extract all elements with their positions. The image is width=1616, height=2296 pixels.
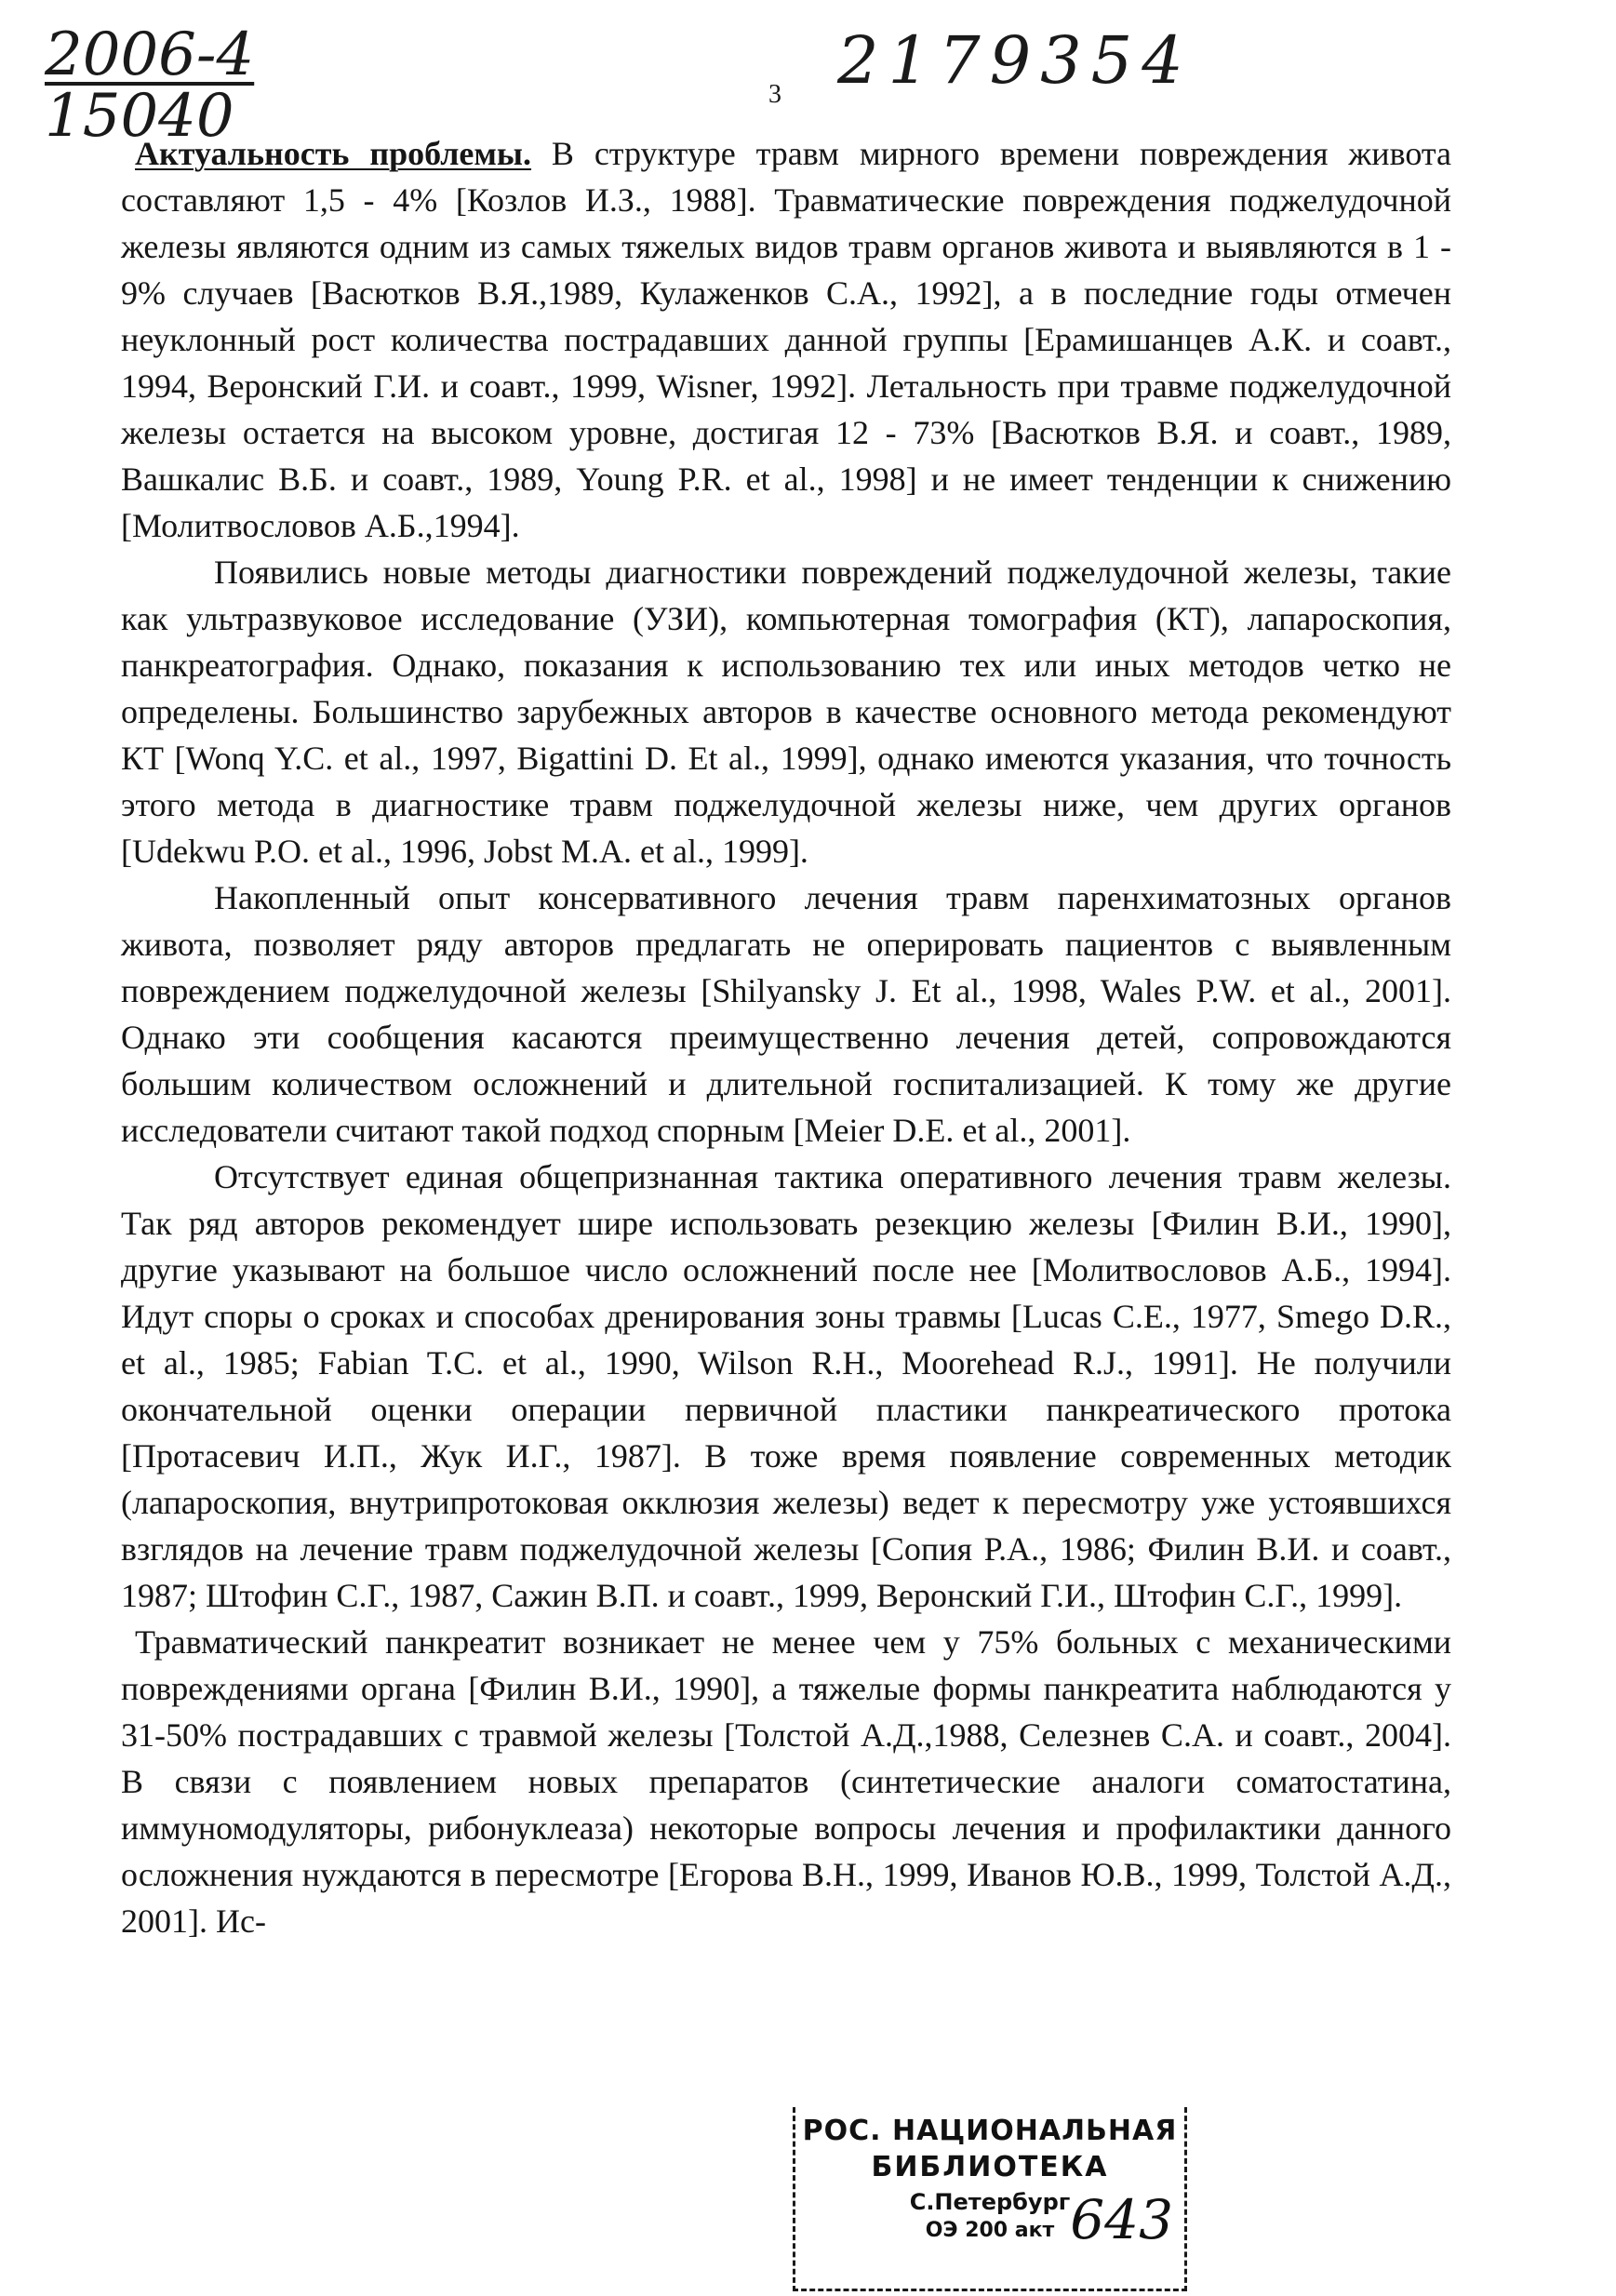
paragraph-pancreatitis: Травматический панкреатит возникает не менее чем у 75% больных с механическими повреждениями органа [Филин В.И., 1990], а тяжелые формы панкреатита наблюдаются у 31-50% пострадавших с травмой железы [Толстой А.Д.,1988, Селезнев С.А. и соавт., 2004]. В связи с появлением новых препаратов (синтетические аналоги соматостатина, иммуномодуляторы, рибонуклеаза) некоторые вопросы лечения и профилактики данного осложнения нуждаются в пересмотре [Егорова В.Н., 1999, Иванов Ю.В., 1999, Толстой А.Д., 2001]. Ис-: [121, 1623, 1451, 1940]
stamp-line-1: РОС. НАЦИОНАЛЬНАЯ: [802, 2115, 1178, 2147]
paragraph-conservative-treatment: Накопленный опыт консервативного лечения травм паренхиматозных органов живота, позволяет ряду авторов предлагать не оперировать пациентов с выявленным повреждением поджелудочной железы [Shilyansky J. Et al., 1998, Wales P.W. et al., 2001]. Однако эти сообщения касаются преимущественно лечения детей, сопровождаются большим количеством осложнений и длительной госпитализацией. К тому же другие исследователи считают такой подход спорным [Meier D.E. et al., 2001].: [121, 879, 1451, 1149]
inventory-number: 2179354: [837, 22, 1193, 99]
library-stamp: [793, 2107, 1187, 2291]
paragraph-diagnostics: Появились новые методы диагностики повреждений поджелудочной железы, такие как ультразвуковое исследование (УЗИ), компьютерная томография (КТ), лапароскопия, панкреатография. Однако, показания к использованию тех или иных методов четко не определены. Большинство зарубежных авторов в качестве основного метода рекомендуют КТ [Wonq Y.C. et al., 1997, Bigattini D. Et al., 1999], однако имеются указания, что точность этого метода в диагностике травм поджелудочной железы ниже, чем других органов [Udekwu P.O. et al., 1996, Jobst M.A. et al., 1999].: [121, 554, 1451, 870]
stamp-handwritten-number: 643: [1070, 2188, 1173, 2251]
stamp-line-3: С.Петербург: [909, 2189, 1071, 2215]
paragraph-relevance: [121, 130, 1451, 549]
section-heading: Актуальность проблемы.: [135, 135, 532, 172]
accession-number-bottom: 15040: [45, 82, 234, 151]
stamp-line-4: ОЭ 200 акт: [925, 2219, 1055, 2242]
stamp-line-2: БИБЛИОТЕКА: [871, 2151, 1109, 2183]
paragraph-text: В структуре травм мирного времени повреждения живота составляют 1,5 - 4% [Козлов И.З., 1988]. Травматические повреждения поджелудочной железы являются одним из самых тяжелых видов травм органов живота и выявляются в 1 - 9% случаев [Васютков В.Я.,1989, Кулаженков С.А., 1992], а в последние годы отмечен неуклонный рост количества пострадавших данной группы [Ерамишанцев А.К. и соавт., 1994, Веронский Г.И. и соавт., 1999, Wisner, 1992]. Летальность при травме поджелудочной железы остается на высоком уровне, достигая 12 - 73% [Васютков В.Я. и соавт., 1989, Вашкалис В.Б. и соавт., 1989, Young P.R. et al., 1998] и не имеет тенденции к снижению [Молитвословов А.Б.,1994].: [121, 135, 1451, 544]
paragraph-surgical-tactics: Отсутствует единая общепризнанная тактика оперативного лечения травм железы. Так ряд авторов рекомендует шире использовать резекцию железы [Филин В.И., 1990], другие указывают на большое число осложнений после нее [Молитвословов А.Б., 1994]. Идут споры о сроках и способах дренирования зоны травмы [Lucas C.E., 1977, Smego D.R., et al., 1985; Fabian T.C. et al., 1990, Wilson R.H., Moorehead R.J., 1991]. Не получили окончательной оценки операции первичной пластики панкреатического протока [Протасевич И.П., Жук И.Г., 1987]. В тоже время появление современных методик (лапароскопия, внутрипротоковая окклюзия железы) ведет к пересмотру уже устоявшихся взглядов на лечение травм поджелудочной железы [Сопия Р.А., 1986; Филин В.И. и соавт., 1987; Штофин С.Г., 1987, Сажин В.П. и соавт., 1999, Веронский Г.И., Штофин С.Г., 1999].: [121, 1158, 1451, 1614]
body-text: [121, 130, 1451, 1944]
page-number: 3: [768, 80, 781, 109]
accession-number-top: 2006-4: [45, 20, 255, 89]
